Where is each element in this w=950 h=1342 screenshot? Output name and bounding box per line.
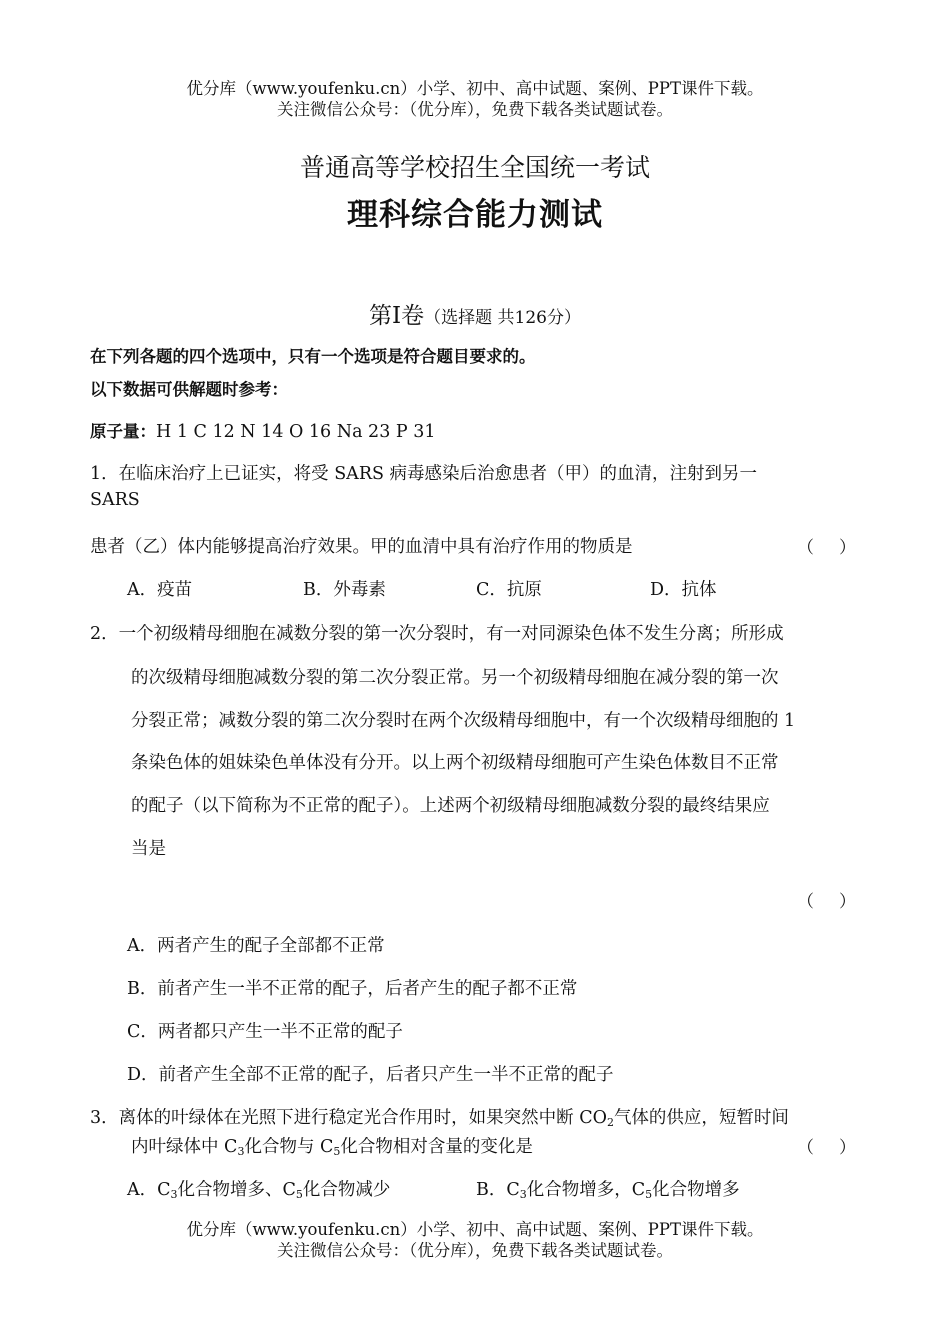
instruction-line2: 以下数据可供解题时参考： (90, 380, 288, 399)
q3-line2-subscript-1: 3 (237, 1145, 245, 1158)
section-name: 第Ⅰ卷 (369, 303, 425, 329)
q3-line1-text-a: 3．离体的叶绿体在光照下进行稳定光合作用时，如果突然中断 CO (90, 1108, 607, 1128)
q3-option-a-subscript-1: 3 (170, 1188, 178, 1201)
q1-line3: 患者（乙）体内能够提高治疗效果。甲的血清中具有治疗作用的物质是 (90, 537, 633, 557)
atomic-weights (90, 418, 436, 442)
q3-option-b-text-c: 化合物增多 (652, 1180, 740, 1200)
q1-option-a: A．疫苗 (127, 580, 193, 600)
q3-line2 (131, 1133, 533, 1158)
header-banner-line1: 优分库（www.youfenku.cn）小学、初中、高中试题、案例、PPT课件下载。 (186, 79, 764, 98)
q3-line1 (90, 1104, 789, 1129)
q1-option-d: D．抗体 (650, 580, 717, 600)
q1-line2: SARS (90, 490, 140, 510)
q3-line1-subscript: 2 (606, 1116, 614, 1129)
header-banner-line2: 关注微信公众号：（优分库），免费下载各类试题试卷。 (277, 100, 673, 119)
atomic-weights-values: H 1 C 12 N 14 O 16 Na 23 P 31 (156, 422, 436, 442)
q2-line2: 的次级精母细胞减数分裂的第二次分裂正常。另一个初级精母细胞在减分裂的第一次 (131, 668, 779, 688)
footer-banner-line2: 关注微信公众号：（优分库），免费下载各类试题试卷。 (277, 1241, 673, 1260)
q3-line2-text-c: 化合物相对含量的变化是 (340, 1137, 533, 1157)
q2-line4: 条染色体的姐妹染色单体没有分开。以上两个初级精母细胞可产生染色体数目不正常 (131, 753, 779, 773)
q2-option-c: C．两者都只产生一半不正常的配子 (127, 1022, 403, 1042)
q2-line6: 当是 (131, 839, 166, 859)
q2-line5: 的配子（以下简称为不正常的配子）。上述两个初级精母细胞减数分裂的最终结果应 (131, 796, 770, 816)
q3-option-a-subscript-2: 5 (295, 1188, 303, 1201)
footer-banner-line1: 优分库（www.youfenku.cn）小学、初中、高中试题、案例、PPT课件下载。 (186, 1220, 764, 1239)
q1-answer-bracket: （ ） (797, 538, 860, 558)
exam-title: 普通高等学校招生全国统一考试 (299, 153, 650, 182)
q3-option-b-text-a: B．C (476, 1180, 520, 1200)
q3-option-a-text-b: 化合物增多、C (177, 1180, 296, 1200)
q3-option-a (127, 1176, 390, 1201)
q2-line3: 分裂正常；减数分裂的第二次分裂时在两个次级精母细胞中，有一个次级精母细胞的 1 (131, 711, 796, 731)
q3-line2-text-b: 化合物与 C (244, 1137, 334, 1157)
q3-option-b (476, 1176, 740, 1201)
q1-line1: 1．在临床治疗上已证实，将受 SARS 病毒感染后治愈患者（甲）的血清，注射到另一 (90, 464, 758, 484)
q2-option-d: D．前者产生全部不正常的配子，后者只产生一半不正常的配子 (127, 1065, 614, 1085)
q3-answer-bracket: （ ） (797, 1138, 860, 1158)
q3-option-b-subscript-1: 3 (519, 1188, 527, 1201)
section-note: （选择题 共126分） (424, 308, 581, 328)
atomic-weights-label: 原子量： (90, 422, 156, 441)
q3-option-a-text-a: A．C (127, 1180, 171, 1200)
q1-option-c: C．抗原 (476, 580, 542, 600)
q2-answer-bracket: （ ） (797, 892, 860, 912)
q2-line1: 2．一个初级精母细胞在减数分裂的第一次分裂时，有一对同源染色体不发生分离；所形成 (90, 624, 784, 644)
exam-subtitle: 理科综合能力测试 (347, 197, 603, 233)
section-heading (0, 297, 950, 330)
q3-line1-text-b: 气体的供应，短暂时间 (613, 1108, 789, 1128)
q3-option-b-text-b: 化合物增多，C (526, 1180, 646, 1200)
q3-line2-subscript-2: 5 (333, 1145, 341, 1158)
q3-option-a-text-c: 化合物减少 (302, 1180, 391, 1200)
q1-option-b: B．外毒素 (303, 580, 386, 600)
q3-option-b-subscript-2: 5 (645, 1188, 653, 1201)
q3-line2-text-a: 内叶绿体中 C (131, 1137, 238, 1157)
instruction-line1: 在下列各题的四个选项中，只有一个选项是符合题目要求的。 (90, 347, 536, 366)
q2-option-a: A．两者产生的配子全部都不正常 (127, 936, 385, 956)
q2-option-b: B．前者产生一半不正常的配子，后者产生的配子都不正常 (127, 979, 578, 999)
